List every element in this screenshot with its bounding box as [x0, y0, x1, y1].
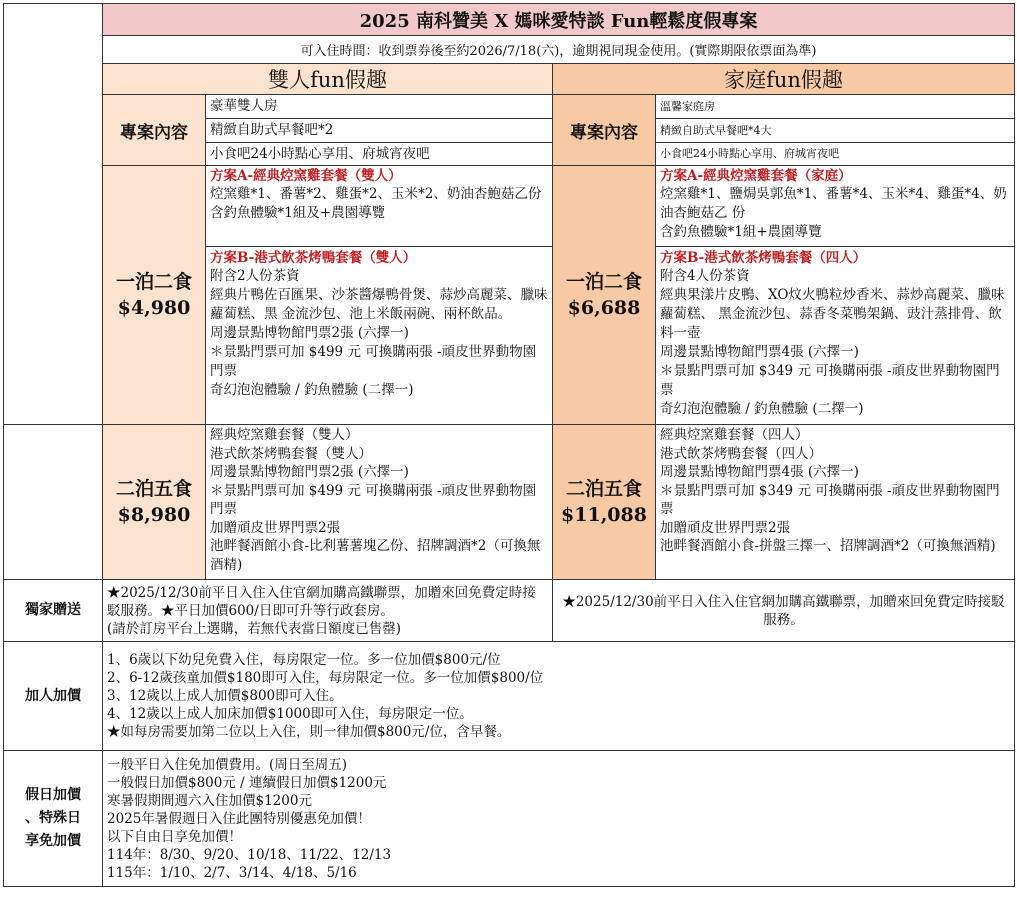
- holiday-label-line: 、特殊日: [25, 810, 81, 826]
- holiday-line: 一般平日入住免加價費用。(周日至周五): [107, 756, 348, 773]
- double-plan-a-line: 含釣魚體驗*1組及+農園導覽: [210, 205, 386, 221]
- holiday-label: [4, 751, 103, 887]
- family-exclusive: [553, 580, 1015, 642]
- double-content-item: 小食吧24小時點心享用、府城宵夜吧: [210, 146, 430, 162]
- family-two-nights-line: 經典焢窯雞套餐（四人）: [660, 427, 809, 443]
- addon-label: 加人加價: [4, 642, 103, 751]
- blank-left-two-nights: [4, 425, 103, 580]
- double-two-nights-line: 港式飲茶烤鴨套餐（雙人）: [210, 445, 372, 462]
- holiday-line: 115年：1/10、2/7、3/14、4/18、5/16: [107, 864, 357, 881]
- double-two-nights-details: [206, 425, 553, 580]
- addon-line: ★如每房需要加第二位以上入住，則一律加價$800元/位，含早餐。: [107, 724, 511, 740]
- double-content-label: 專案內容: [103, 95, 206, 166]
- holiday-details: [103, 751, 1015, 887]
- addon-line: 3、12歲以上成人加價$800即可入住。: [107, 688, 343, 704]
- family-two-nights-line: 港式飲茶烤鴨套餐（四人）: [660, 445, 822, 462]
- double-one-night-amount: $4,980: [117, 297, 191, 319]
- double-plan-b-line: 附含2人份茶資: [210, 268, 300, 284]
- holiday-line: 114年：8/30、9/20、10/18、11/22、12/13: [107, 846, 392, 863]
- double-plan-b-line: 經典片鴨佐百匯果、沙茶醬爆鴨骨煲、蒜炒高麗菜、臘味蘿蔔糕、黑 金流沙包、池上米飯兩碗、兩杯飲品。: [210, 287, 548, 322]
- family-two-nights-amount: $11,088: [561, 504, 647, 526]
- addon-details: [103, 642, 1015, 751]
- double-plan-b-line: 周邊景點博物館門票2張 (六擇一): [210, 325, 409, 341]
- double-exclusive-line: (請於訂房平台上選購，若無代表當日額度已售罄): [107, 620, 402, 637]
- holiday-label-line: 享免加價: [25, 833, 81, 849]
- addon-line: 2、6-12歲孩童加價$180即可入住，每房限定一位。多一位加價$800/位: [107, 670, 544, 686]
- family-two-nights-line: 周邊景點博物館門票4張 (六擇一): [660, 464, 859, 480]
- double-plan-b-title: 方案B-港式飲茶烤鴨套餐（雙人）: [210, 250, 417, 266]
- double-two-nights-amount: $8,980: [117, 504, 191, 526]
- holiday-line: 以下自由日享免加價！: [107, 828, 242, 845]
- family-two-nights-line: 池畔餐酒館小食-拼盤三擇一、招牌調酒*2（可換無酒精): [660, 538, 996, 554]
- family-one-night-price: [553, 166, 656, 425]
- double-two-nights-line: 周邊景點博物館門票2張 (六擇一): [210, 464, 409, 480]
- family-plan-b-title: 方案B-港式飲茶烤鴨套餐（四人）: [660, 250, 867, 266]
- double-plan-a-line: 焢窯雞*1、番薯*2、雞蛋*2、玉米*2、奶油杏鮑菇乙份: [210, 186, 542, 202]
- double-one-night-details: [206, 166, 553, 425]
- double-content-item: 豪華雙人房: [206, 95, 552, 119]
- holiday-line: 一般假日加價$800元 / 連續假日加價$1200元: [107, 774, 387, 791]
- holiday-line: 寒暑假期間週六入住加價$1200元: [107, 792, 312, 809]
- family-two-nights-line: 加贈頑皮世界門票2張: [660, 519, 791, 536]
- family-plan-b-line: 附含4人份茶資: [660, 268, 750, 284]
- double-content-item: 精緻自助式早餐吧*2: [206, 119, 552, 143]
- family-one-night-amount: $6,688: [567, 297, 641, 319]
- double-plan-b-line: ＊景點門票可加 $499 元 可換購兩張 -頑皮世界動物園門票: [210, 344, 537, 379]
- family-plan-a-title: 方案A-經典焢窯雞套餐（家庭）: [660, 168, 852, 184]
- package-table: [3, 3, 1015, 887]
- family-plan-a-line: 焢窯雞*1、鹽焗吳郭魚*1、番薯*4、玉米*4、雞蛋*4、奶油杏鮑菇乙 份: [660, 186, 1007, 221]
- family-package-heading: 家庭fun假趣: [553, 64, 1015, 95]
- page-title: 2025 南科贊美 X 媽咪愛特談 Fun輕鬆度假專案: [103, 4, 1015, 36]
- family-plan-b-line: ＊景點門票可加 $349 元 可換購兩張 -頑皮世界動物園門票: [660, 363, 1000, 398]
- double-one-night-price: [103, 166, 206, 425]
- family-content-item: 溫馨家庭房: [656, 95, 1014, 119]
- double-two-nights-label: 二泊五食: [115, 478, 192, 500]
- double-two-nights-line: 池畔餐酒館小食-比利薯薯塊乙份、招牌調酒*2（可換無酒精): [210, 538, 541, 573]
- double-exclusive: [103, 580, 553, 642]
- family-plan-b-line: 周邊景點博物館門票4張 (六擇一): [660, 344, 859, 360]
- family-content-item: 精緻自助式早餐吧*4大: [656, 119, 1014, 143]
- double-plan-b-line: 奇幻泡泡體驗 / 釣魚體驗 (二擇一): [210, 382, 414, 398]
- double-two-nights-line: 經典焢窯雞套餐（雙人）: [210, 427, 359, 443]
- family-one-night-label: 一泊二食: [565, 271, 642, 293]
- double-two-nights-line: 加贈頑皮世界門票2張: [210, 519, 341, 536]
- family-plan-a-line: 含釣魚體驗*1組+農園導覽: [660, 224, 822, 240]
- addon-line: 4、12歲以上成人加床加價$1000即可入住，每房限定一位。: [107, 706, 473, 722]
- family-content-item: 小食吧24小時點心享用、府城宵夜吧: [660, 147, 839, 160]
- holiday-line: 2025年暑假週日入住此團特別優惠免加價！: [107, 810, 371, 827]
- family-two-nights-details: [656, 425, 1015, 580]
- family-exclusive-line: ★2025/12/30前平日入住入住官網加購高鐵聯票，加贈來回免費定時接駁服務。: [562, 593, 1005, 628]
- family-two-nights-price: [553, 425, 656, 580]
- family-plan-b-line: 奇幻泡泡體驗 / 釣魚體驗 (二擇一): [660, 401, 864, 417]
- family-two-nights-label: 二泊五食: [565, 478, 642, 500]
- availability-note: 可入住時間：收到票券後至約2026/7/18(六)，逾期視同現金使用。(實際期限依票面為準): [103, 36, 1015, 64]
- double-exclusive-line: ★2025/12/30前平日入住入住官網加購高鐵聯票，加贈來回免費定時接駁服務。★平日加價600/日即可升等行政套房。: [107, 584, 536, 619]
- family-two-nights-line: ＊景點門票可加 $349 元 可換購兩張 -頑皮世界動物園門票: [660, 482, 1000, 517]
- family-content-label: 專案內容: [553, 95, 656, 166]
- exclusive-label: 獨家贈送: [4, 580, 103, 642]
- double-two-nights-line: ＊景點門票可加 $499 元 可換購兩張 -頑皮世界動物園門票: [210, 482, 537, 517]
- double-package-heading: 雙人fun假趣: [103, 64, 553, 95]
- holiday-label-line: 假日加價: [25, 787, 81, 803]
- double-one-night-label: 一泊二食: [115, 271, 192, 293]
- double-plan-a-title: 方案A-經典焢窯雞套餐（雙人）: [210, 168, 402, 184]
- family-plan-b-line: 經典果漾片皮鴨、XO炆火鴨粒炒香米、蒜炒高麗菜、臘味蘿蔔糕、 黑金流沙包、蒜香冬菜鴨架鍋、豉汁蒸排骨、飲料一壺: [660, 287, 1005, 341]
- family-one-night-details: [656, 166, 1015, 425]
- double-contents: [206, 95, 553, 166]
- addon-line: 1、6歲以下幼兒免費入住，每房限定一位。多一位加價$800元/位: [107, 652, 501, 668]
- double-two-nights-price: [103, 425, 206, 580]
- family-contents: [656, 95, 1015, 166]
- corner-blank: [4, 4, 103, 425]
